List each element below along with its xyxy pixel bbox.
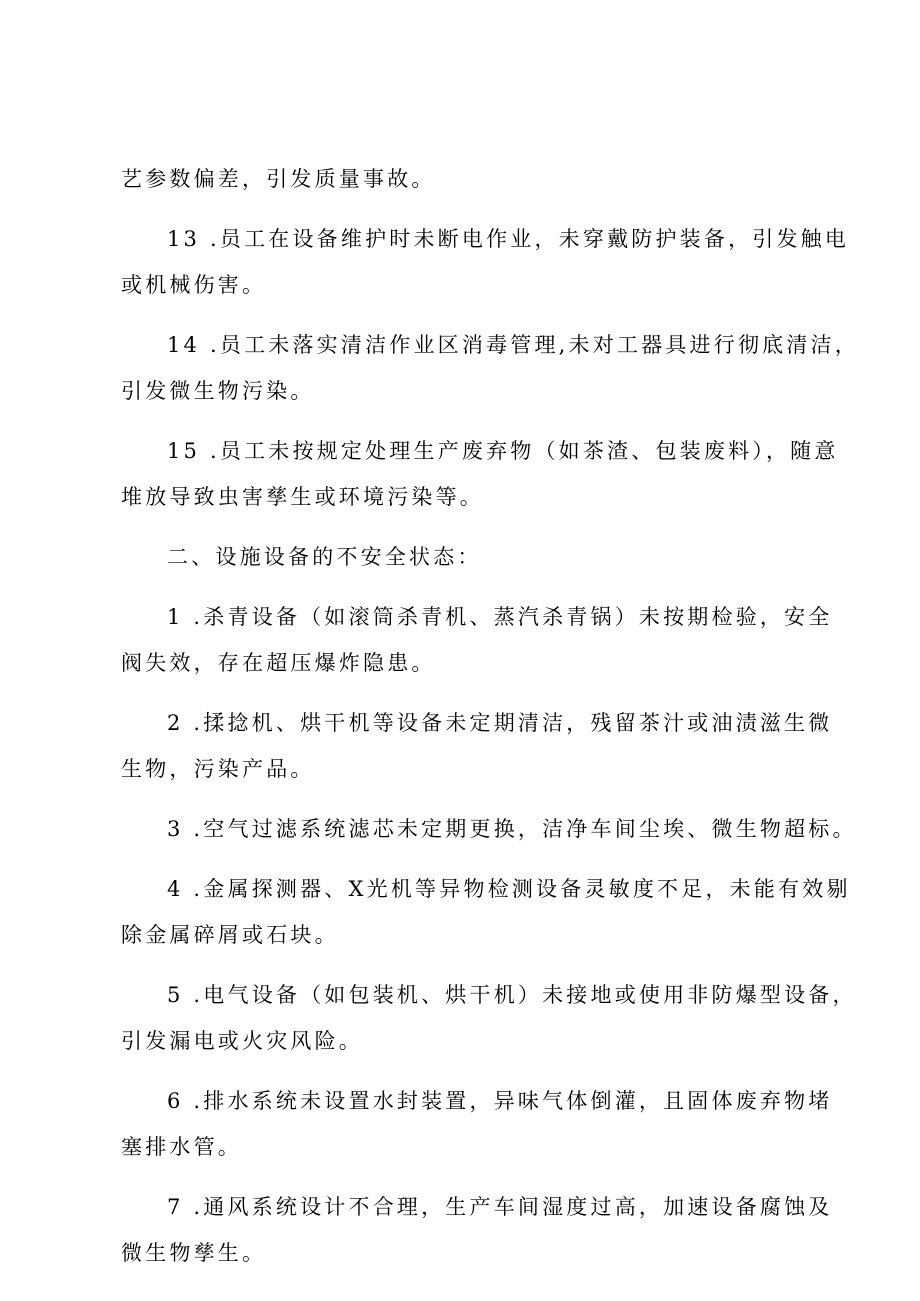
paragraph-line: 5 .电气设备（如包装机、烘干机）未接地或使用非防爆型设备， bbox=[167, 983, 857, 1007]
paragraph-line: 除金属碎屑或石块。 bbox=[121, 923, 339, 947]
paragraph-item-14 bbox=[121, 322, 859, 414]
paragraph-line: 塞排水管。 bbox=[121, 1135, 242, 1159]
paragraph-line: 7 .通风系统设计不合理，生产车间湿度过高，加速设备腐蚀及 bbox=[167, 1195, 833, 1219]
paragraph-item-15 bbox=[121, 428, 839, 520]
paragraph-line: 生物，污染产品。 bbox=[121, 757, 315, 781]
list-item-6 bbox=[121, 1078, 833, 1170]
list-item-4 bbox=[121, 866, 851, 958]
paragraph-line: 3 .空气过滤系统滤芯未定期更换，洁净车间尘埃、微生物超标。 bbox=[167, 817, 857, 841]
paragraph-line: 或机械伤害。 bbox=[121, 273, 267, 297]
paragraph-line: 4 .金属探测器、X光机等异物检测设备灵敏度不足，未能有效剔 bbox=[167, 877, 851, 901]
list-item-1 bbox=[121, 594, 833, 686]
list-item-7 bbox=[121, 1184, 833, 1276]
paragraph-line: 艺参数偏差，引发质量事故。 bbox=[121, 167, 436, 191]
paragraph-line: 13 .员工在设备维护时未断电作业，未穿戴防护装备，引发触电 bbox=[167, 227, 850, 251]
paragraph-line: 6 .排水系统未设置水封装置，异味气体倒灌，且固体废弃物堵 bbox=[167, 1089, 833, 1113]
paragraph-line: 阀失效，存在超压爆炸隐患。 bbox=[121, 651, 436, 675]
paragraph-line: 微生物孳生。 bbox=[121, 1241, 267, 1265]
paragraph-line: 1 .杀青设备（如滚筒杀青机、蒸汽杀青锅）未按期检验，安全 bbox=[167, 605, 833, 629]
list-item-3 bbox=[121, 806, 857, 852]
paragraph-line: 15 .员工未按规定处理生产废弃物（如茶渣、包装废料），随意 bbox=[167, 439, 839, 463]
paragraph-line: 引发漏电或火灾风险。 bbox=[121, 1029, 363, 1053]
list-item-5 bbox=[121, 972, 857, 1064]
text-column bbox=[121, 156, 859, 1290]
section-heading: 二、设施设备的不安全状态： bbox=[167, 545, 482, 569]
paragraph-item-13 bbox=[121, 216, 850, 308]
paragraph-line: 堆放导致虫害孳生或环境污染等。 bbox=[121, 485, 484, 509]
list-item-2 bbox=[121, 700, 833, 792]
paragraph-line: 2 .揉捻机、烘干机等设备未定期清洁，残留茶汁或油渍滋生微 bbox=[167, 711, 833, 735]
paragraph-line: 14 .员工未落实清洁作业区消毒管理,未对工器具进行彻底清洁， bbox=[167, 333, 859, 357]
paragraph-line: 引发微生物污染。 bbox=[121, 379, 315, 403]
paragraph-continuation bbox=[121, 156, 819, 202]
